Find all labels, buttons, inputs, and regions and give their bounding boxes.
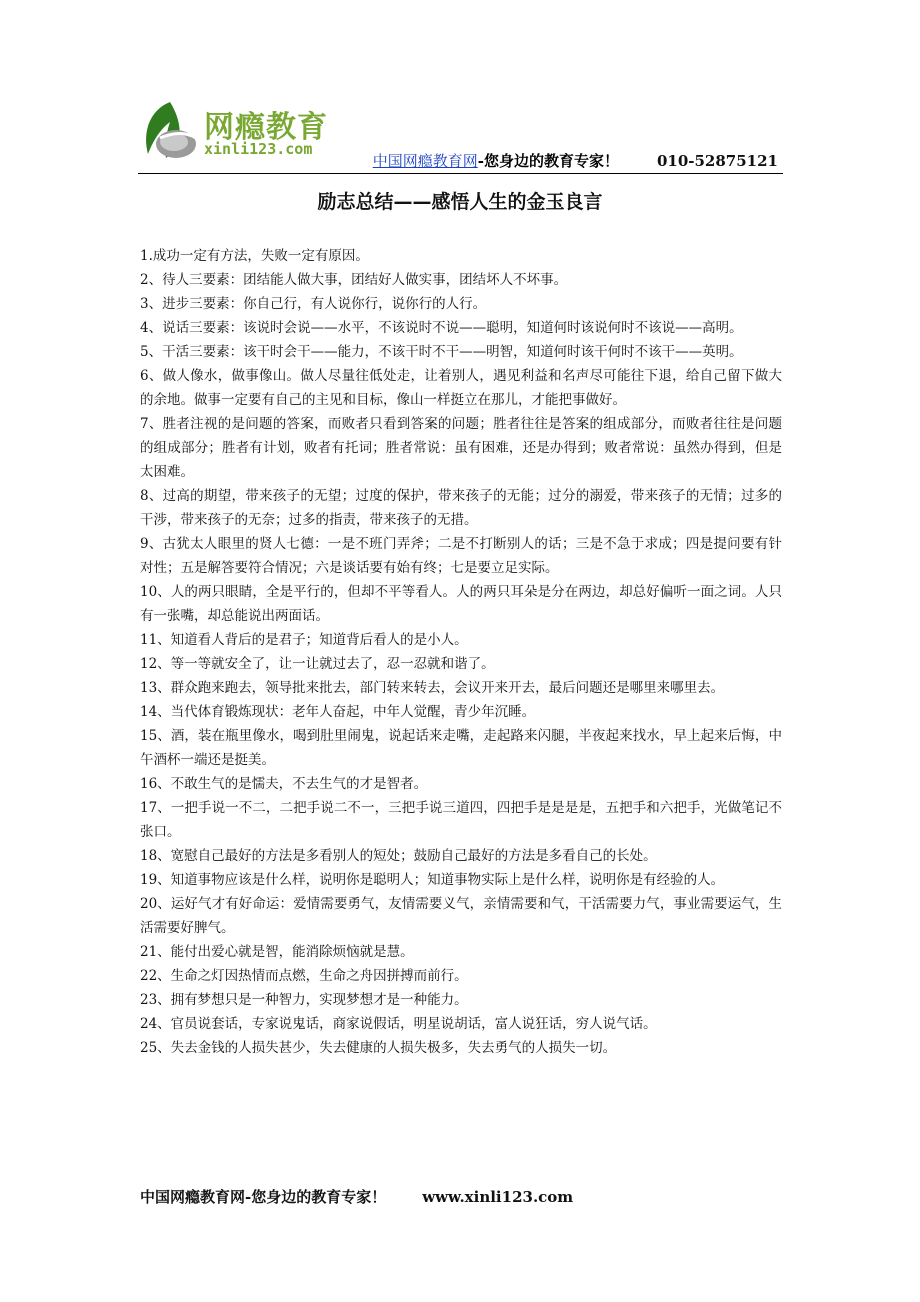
footer-slogan: 中国网瘾教育网-您身边的教育专家！ (140, 1188, 387, 1206)
quote-item: 11、知道看人背后的是君子；知道背后看人的是小人。 (140, 632, 468, 648)
logo-chinese-text: 网瘾教育 (204, 110, 328, 145)
quote-item: 5、干活三要素：该干时会干——能力，不该干时不干——明智，知道何时该干何时不该干——英明。 (140, 344, 743, 360)
quote-item: 9、古犹太人眼里的贤人七德：一是不班门弄斧；二是不打断别人的话；三是不急于求成；四是提问要有针对性；五是解答要符合情况；六是谈话要有始有终；七是要立足实际。 (140, 536, 782, 576)
footer (140, 1186, 573, 1207)
quote-item: 7、胜者注视的是问题的答案，而败者只看到答案的问题；胜者往往是答案的组成部分，而败者往往是问题的组成部分；胜者有计划，败者有托词；胜者常说：虽有困难，还是办得到；败者常说：虽然办得到，但是太困难。 (140, 416, 782, 480)
site-link[interactable]: 中国网瘾教育网 (372, 152, 478, 170)
header-tagline (373, 150, 778, 171)
quote-item: 8、过高的期望，带来孩子的无望；过度的保护，带来孩子的无能；过分的溺爱，带来孩子的无情；过多的干涉，带来孩子的无奈；过多的指责，带来孩子的无措。 (140, 488, 782, 528)
quote-item: 19、知道事物应该是什么样，说明你是聪明人；知道事物实际上是什么样，说明你是有经验的人。 (140, 872, 725, 888)
quote-list (140, 244, 782, 1060)
quote-item: 4、说话三要素：该说时会说——水平，不该说时不说——聪明，知道何时该说何时不该说——高明。 (140, 320, 743, 336)
quote-item: 17、一把手说一不二，二把手说二不一，三把手说三道四，四把手是是是是，五把手和六把手，光做笔记不张口。 (140, 800, 782, 840)
quote-item: 15、酒，装在瓶里像水，喝到肚里闹鬼，说起话来走嘴，走起路来闪腿，半夜起来找水，早上起来后悔，中午酒杯一端还是挺美。 (140, 728, 782, 768)
site-logo[interactable] (140, 98, 340, 164)
quote-item: 24、官员说套话，专家说鬼话，商家说假话，明星说胡话，富人说狂话，穷人说气话。 (140, 1016, 657, 1032)
quote-item: 14、当代体育锻炼现状：老年人奋起，中年人觉醒，青少年沉睡。 (140, 704, 536, 720)
quote-item: 2、待人三要素：团结能人做大事，团结好人做实事，团结坏人不坏事。 (140, 272, 568, 288)
quote-item: 22、生命之灯因热情而点燃，生命之舟因拼搏而前行。 (140, 968, 468, 984)
quote-item: 6、做人像水，做事像山。做人尽量往低处走，让着别人，遇见利益和名声尽可能往下退，给自己留下做大的余地。做事一定要有自己的主见和目标，像山一样挺立在那儿，才能把事做好。 (140, 368, 782, 408)
header-divider (138, 173, 783, 174)
quote-item: 1.成功一定有方法，失败一定有原因。 (140, 248, 369, 264)
quote-item: 10、人的两只眼睛，全是平行的，但却不平等看人。人的两只耳朵是分在两边，却总好偏听一面之词。人只有一张嘴，却总能说出两面话。 (140, 584, 782, 624)
quote-item: 16、不敢生气的是懦夫，不去生气的才是智者。 (140, 776, 428, 792)
header-slogan: -您身边的教育专家！ (477, 152, 619, 170)
quote-item: 21、能付出爱心就是智，能消除烦恼就是慧。 (140, 944, 414, 960)
quote-item: 23、拥有梦想只是一种智力，实现梦想才是一种能力。 (140, 992, 468, 1008)
quote-item: 20、运好气才有好命运：爱情需要勇气，友情需要义气，亲情需要和气，干活需要力气，事业需要运气，生活需要好脾气。 (140, 896, 782, 936)
page-title: 励志总结——感悟人生的金玉良言 (317, 191, 603, 213)
quote-item: 18、宽慰自己最好的方法是多看别人的短处；鼓励自己最好的方法是多看自己的长处。 (140, 848, 657, 864)
phone-number: 010-52875121 (656, 152, 778, 170)
quote-item: 3、进步三要素：你自己行，有人说你行，说你行的人行。 (140, 296, 487, 312)
quote-item: 13、群众跑来跑去，领导批来批去，部门转来转去，会议开来开去，最后问题还是哪里来哪里去。 (140, 680, 725, 696)
footer-url[interactable]: www.xinli123.com (422, 1188, 574, 1206)
logo-domain-text: xinli123.com (204, 140, 313, 158)
leaf-logo-icon (140, 98, 202, 164)
quote-item: 25、失去金钱的人损失甚少，失去健康的人损失极多，失去勇气的人损失一切。 (140, 1040, 617, 1056)
quote-item: 12、等一等就安全了，让一让就过去了，忍一忍就和谐了。 (140, 656, 495, 672)
